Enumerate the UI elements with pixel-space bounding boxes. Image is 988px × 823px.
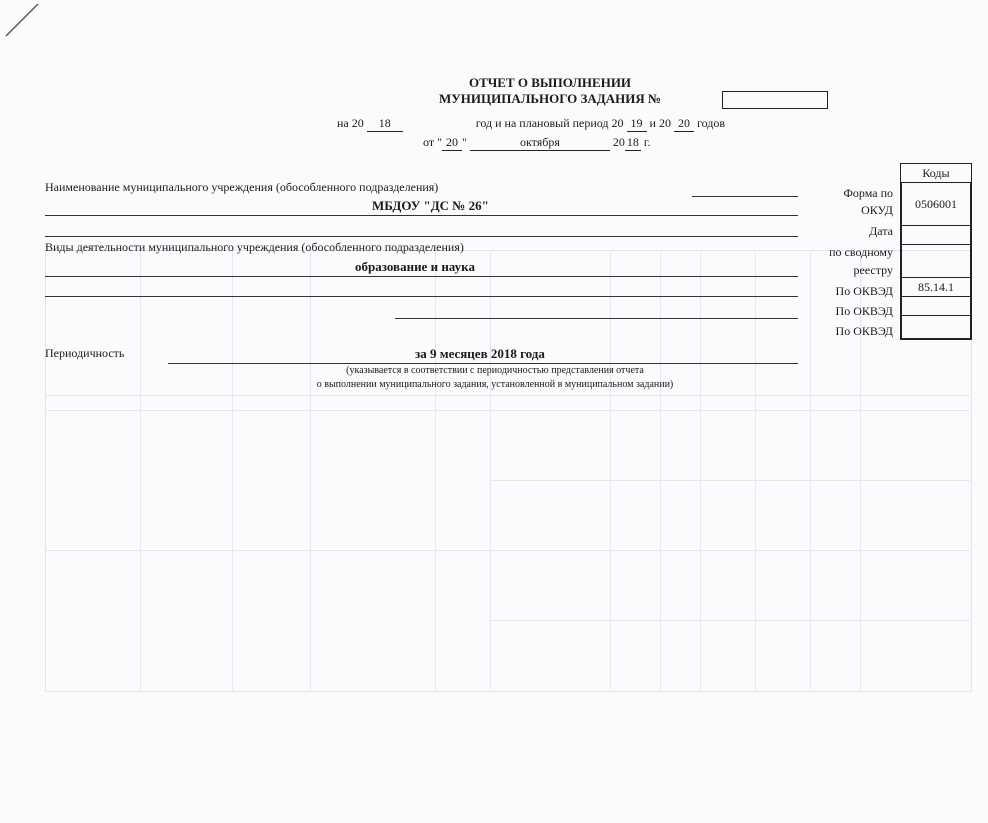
- periodicity-note-1: (указывается в соответствии с периодичностью представления отчета: [346, 365, 644, 376]
- bleed-line: [140, 250, 141, 690]
- date-quote: ": [461, 135, 467, 149]
- date-day: 20: [442, 135, 462, 151]
- bleed-line: [660, 250, 661, 690]
- code-okved2: [900, 297, 972, 316]
- date-prefix: от ": [423, 135, 442, 149]
- bleed-line: [45, 550, 970, 551]
- code-okved3: [900, 316, 972, 340]
- label-okved2: По ОКВЭД: [835, 304, 893, 318]
- bleed-line: [755, 250, 756, 690]
- year-plan1: 19: [627, 116, 647, 132]
- bleed-line: [490, 250, 491, 690]
- bleed-line: [610, 250, 611, 690]
- institution-label: Наименование муниципального учреждения (обособленного подразделения): [45, 180, 439, 194]
- code-okved1: 85.14.1: [900, 278, 972, 297]
- bleed-line: [45, 395, 970, 396]
- label-okved3: По ОКВЭД: [835, 324, 893, 338]
- periodicity-note-2: о выполнении муниципального задания, установленной в муниципальном задании): [316, 379, 674, 390]
- report-title-line2: МУНИЦИПАЛЬНОГО ЗАДАНИЯ №: [438, 91, 662, 106]
- periodicity-line: [168, 363, 798, 364]
- bleed-line: [490, 620, 970, 621]
- bleed-line: [490, 480, 970, 481]
- bleed-line: [435, 250, 436, 690]
- date-suffix: г.: [643, 135, 651, 149]
- year-plan2: 20: [674, 116, 694, 132]
- period-suffix: годов: [696, 116, 726, 130]
- activity-label: Виды деятельности муниципального учреждения (обособленного подразделения): [45, 240, 464, 254]
- institution-name: МБДОУ "ДС № 26": [372, 198, 489, 213]
- activity-value: образование и наука: [355, 259, 475, 274]
- institution-line-2: [45, 236, 798, 237]
- report-title-line1: ОТЧЕТ О ВЫПОЛНЕНИИ: [468, 75, 632, 90]
- period-mid: год и на плановый период 20: [475, 116, 624, 130]
- activity-line-2: [45, 296, 798, 297]
- label-okved1: По ОКВЭД: [835, 284, 893, 298]
- period-prefix: на 20: [337, 116, 364, 130]
- label-form-okud-1: Форма по: [843, 186, 893, 200]
- activity-line-1: [45, 276, 798, 277]
- year-current: 18: [367, 116, 403, 132]
- date-year: 18: [626, 135, 639, 149]
- label-registry-1: по сводному: [829, 245, 893, 259]
- codes-header: Коды: [900, 163, 972, 183]
- label-registry-2: реестру: [853, 263, 893, 277]
- institution-label-line: [692, 196, 798, 197]
- reporting-period: [337, 116, 725, 132]
- code-registry: [900, 245, 972, 278]
- period-and: и 20: [649, 116, 671, 130]
- label-date: Дата: [869, 224, 893, 238]
- periodicity-label: Периодичность: [45, 346, 125, 360]
- institution-line-1: [45, 215, 798, 216]
- label-form-okud-2: ОКУД: [861, 203, 893, 217]
- bleed-line: [45, 410, 970, 411]
- task-number-box: [722, 91, 828, 109]
- report-date: [423, 135, 650, 151]
- bleed-line: [310, 250, 311, 690]
- code-date: [900, 226, 972, 245]
- code-okud: 0506001: [900, 183, 972, 226]
- bleed-line: [232, 250, 233, 690]
- date-month: октября: [470, 135, 610, 151]
- date-year-prefix: 20: [612, 135, 625, 149]
- periodicity-value: за 9 месяцев 2018 года: [415, 346, 545, 361]
- activity-line-3: [395, 318, 798, 319]
- codes-table: [900, 163, 972, 340]
- bleed-line: [700, 250, 701, 690]
- pen-stroke-mark: [2, 0, 42, 40]
